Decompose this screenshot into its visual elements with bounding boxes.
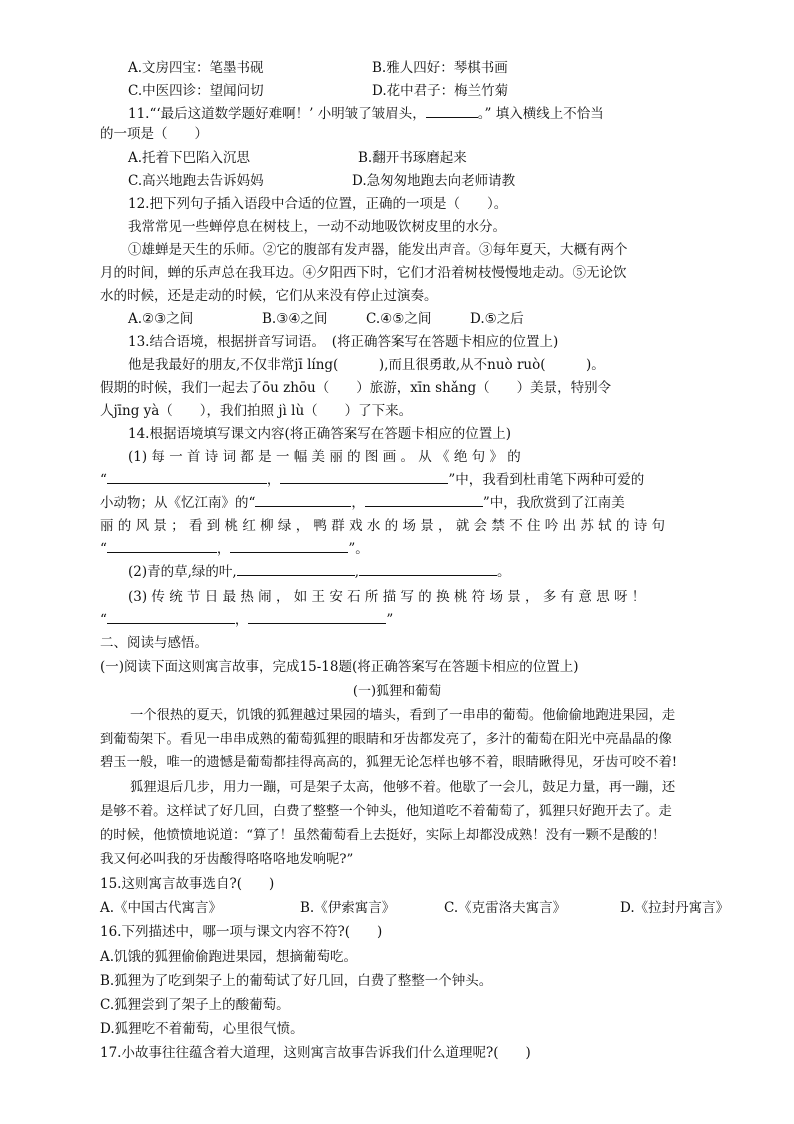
story-line: 我又何必叫我的牙齿酸得咯咯咯地发响呢?”	[100, 852, 354, 867]
q16-option-b: B.狐狸为了吃到架子上的葡萄试了好几回，白费了整整一个钟头。	[100, 973, 493, 989]
q15-stem: 15.这则寓言故事选自?( )	[100, 876, 275, 892]
q13-line: 他是我最好的朋友,不仅非常jī líng( ),而且很勇敢,从不nuò ruò( )。	[128, 357, 605, 373]
q16-stem: 16.下列描述中，哪一项与课文内容不符?( )	[100, 924, 383, 940]
story-line: 到葡萄架下。看见一串串成熟的葡萄狐狸的眼睛和牙齿都发亮了，多汁的葡萄在阳光中亮晶晶的像	[100, 732, 672, 747]
q12-para-line: 月的时间，蝉的乐声总在我耳边。④夕阳西下时，它们才沿着树枝慢慢地走动。⑤无论饮	[100, 265, 627, 281]
story-line: 是够不着。这样试了好几回，白费了整整一个钟头，他知道吃不着葡萄了，狐狸只好跑开去了。走	[100, 804, 672, 819]
q11-option-d: D.急匆匆地跑去向老师请教	[352, 173, 516, 189]
q14-part3-line: “ ， ”	[100, 609, 393, 631]
q11-option-a: A.托着下巴陷入沉思	[128, 150, 251, 166]
q16-option-d: D.狐狸吃不着葡萄，心里很气愤。	[100, 1021, 304, 1037]
answer-blank	[365, 492, 483, 507]
q12-sentence: 我常常见一些蝉停息在树枝上，一动不动地吸饮树皮里的水分。	[128, 219, 506, 235]
q12-option-b: B.③④之间	[262, 311, 328, 327]
story-line: 碧玉一般，唯一的遗憾是葡萄都挂得高高的，狐狸无论怎样也够不着，眼睛瞅得见，牙齿可咬不着!	[100, 755, 678, 770]
answer-blank	[280, 469, 448, 484]
q15-option-c: C.《克雷洛夫寓言》	[444, 900, 567, 916]
q13-line: 假期的时候，我们一起去了ōu zhōu（ ）旅游，xīn shǎng（ ）美景，特别令	[100, 380, 612, 396]
q14-part2-line: (2)青的草,绿的叶, , 。	[128, 561, 511, 583]
q12-option-a: A.②③之间	[128, 311, 194, 327]
answer-blank	[230, 538, 348, 553]
q12-para-line: ①雄蝉是天生的乐师。②它的腹部有发声器，能发出声音。③每年夏天，大概有两个	[128, 242, 628, 258]
answer-blank	[107, 469, 267, 484]
q10-option-a: A.文房四宝：笔墨书砚	[128, 60, 264, 76]
q10-option-c: C.中医四诊：望闻问切	[128, 83, 264, 99]
q12-option-d: D.⑤之后	[470, 311, 524, 327]
q10-option-d: D.花中君子：梅兰竹菊	[372, 83, 509, 99]
answer-blank	[359, 561, 497, 576]
q13-line: 人jīng yà（ ），我们拍照 jì lù（ ）了下来。	[100, 403, 413, 419]
story-line: 的时候，他愤愤地说道：“算了！虽然葡萄看上去挺好，实际上却都没成熟！没有一颗不是酸的！	[100, 828, 666, 843]
story-line: 狐狸退后几步，用力一蹦，可是架子太高，他够不着。他歇了一会儿，鼓足力量，再一蹦，还	[130, 780, 676, 795]
section-heading: 二、阅读与感悟。	[100, 635, 208, 651]
q10-option-b: B.雅人四好：琴棋书画	[372, 60, 508, 76]
q12-option-c: C.④⑤之间	[366, 311, 432, 327]
q12-para-line: 水的时候，还是走动的时候，它们从来没有停止过演奏。	[100, 288, 438, 304]
answer-blank	[426, 103, 478, 118]
q14-part1-line: “ ， ”中，我看到杜甫笔下两种可爱的	[100, 469, 644, 491]
answer-blank	[237, 561, 355, 576]
q11-option-b: B.翻开书琢磨起来	[358, 150, 467, 166]
q16-option-c: C.狐狸尝到了架子上的酸葡萄。	[100, 997, 290, 1013]
story-title: (一)狐狸和葡萄	[352, 684, 442, 699]
q11-option-c: C.高兴地跑去告诉妈妈	[128, 173, 264, 189]
q15-option-d: D.《拉封丹寓言》	[620, 900, 730, 916]
section-intro: (一)阅读下面这则寓言故事，完成15-18题(将正确答案写在答题卡相应的位置上)	[100, 659, 579, 675]
q14-part1-line: (1) 每 一 首 诗 词 都 是 一 幅 美 丽 的 图 画 。 从 《 绝 句 》 的	[128, 449, 521, 465]
q15-option-b: B.《伊索寓言》	[300, 900, 396, 916]
answer-blank	[255, 492, 351, 507]
answer-blank	[107, 538, 217, 553]
q14-part3-line: (3) 传 统 节 日 最 热 闹 ， 如 王 安 石 所 描 写 的 换 桃 符 场 景 ， 多 有 意 思 呀 ！	[128, 589, 646, 605]
q14-stem: 14.根据语境填写课文内容(将正确答案写在答题卡相应的位置上)	[128, 426, 512, 442]
q12-stem: 12.把下列句子插入语段中合适的位置，正确的一项是（ ）。	[128, 196, 508, 212]
answer-blank	[107, 609, 235, 624]
q16-option-a: A.饥饿的狐狸偷偷跑进果园，想摘葡萄吃。	[100, 949, 358, 965]
q14-part1-line: “ ， ”。	[100, 538, 369, 560]
q13-stem: 13.结合语境，根据拼音写词语。 (将正确答案写在答题卡相应的位置上)	[128, 334, 559, 350]
q14-part1-line: 小动物；从《忆江南》的“ ， ”中，我欣赏到了江南美	[100, 492, 625, 514]
q11-stem: 11.“‘最后这道数学题好难啊！’ 小明皱了皱眉头， 。” 填入横线上不恰当	[128, 103, 604, 125]
answer-blank	[248, 609, 386, 624]
q11-stem-cont: 的一项是（ ）	[100, 126, 208, 142]
q17-stem: 17.小故事往往蕴含着大道理，这则寓言故事告诉我们什么道理呢?( )	[100, 1045, 531, 1061]
story-line: 一个很热的夏天，饥饿的狐狸越过果园的墙头，看到了一串串的葡萄。他偷偷地跑进果园，走	[130, 708, 676, 723]
q14-part1-line: 丽 的 风 景 ； 看 到 桃 红 柳 绿 ， 鸭 群 戏 水 的 场 景 ， 就 会 禁 不 住 吟 出 苏 轼 的 诗 句	[100, 518, 666, 534]
q15-option-a: A.《中国古代寓言》	[100, 900, 223, 916]
